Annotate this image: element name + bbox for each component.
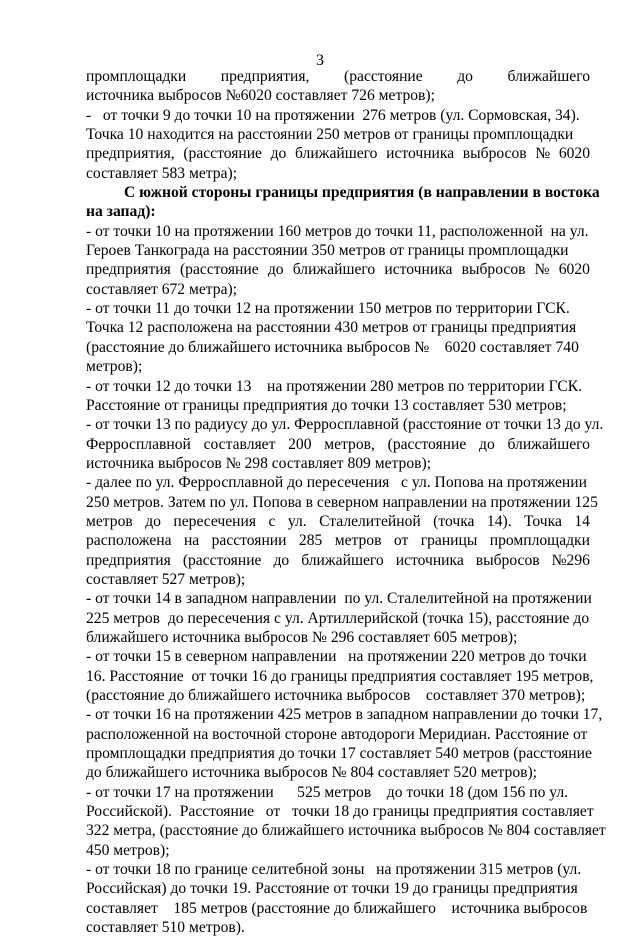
word: источника bbox=[386, 145, 455, 163]
word: источника bbox=[384, 261, 453, 279]
text-line: Российская) до точки 19. Расстояние от точки 19 до границы предприятия bbox=[86, 880, 578, 898]
word: № bbox=[534, 261, 550, 279]
text-line: расположенной на восточной стороне автодороги Меридиан. Расстояние от bbox=[86, 725, 588, 743]
word: метров, bbox=[324, 435, 375, 453]
word: промплощадки bbox=[489, 532, 590, 550]
word: ближайшего bbox=[295, 145, 378, 163]
word: составляет bbox=[203, 435, 276, 453]
text-line: составляет 185 метров (расстояние до ближайшего источника выбросов bbox=[86, 899, 588, 917]
word: (расстояние bbox=[344, 68, 423, 85]
text-line: 322 метра, (расстояние до ближайшего источника выбросов № 804 составляет bbox=[86, 822, 606, 840]
word: 200 bbox=[288, 435, 312, 453]
text-line: Точка 12 расположена на расстоянии 430 метров от границы предприятия bbox=[86, 319, 577, 337]
word: 14). bbox=[486, 512, 512, 530]
word: расположена bbox=[86, 532, 172, 550]
word: пересечения bbox=[173, 512, 257, 530]
word: предприятия, bbox=[86, 145, 175, 163]
word: метров bbox=[86, 512, 133, 530]
text-line: составляет 583 метра); bbox=[86, 164, 238, 182]
word: ближайшего bbox=[301, 551, 384, 569]
word: с bbox=[268, 512, 276, 530]
word: (расстояние bbox=[387, 435, 467, 453]
word: до bbox=[479, 435, 495, 453]
text-line: 225 метров до пересечения с ул. Артиллерийской (точка 15), расстояние до bbox=[86, 609, 590, 627]
paragraph bbox=[86, 67, 590, 106]
word: 6020 bbox=[558, 145, 590, 163]
text-line: Героев Танкограда на расстоянии 350 метров от границы промплощадки bbox=[86, 242, 569, 260]
word: промплощадки bbox=[86, 68, 187, 85]
paragraph bbox=[86, 299, 590, 376]
text-line bbox=[86, 512, 590, 531]
word: Сталелитейной bbox=[319, 512, 421, 530]
text-line: - от точки 17 на протяжении 525 метров до точки 18 (дом 156 по ул. bbox=[86, 783, 569, 801]
text-line: ближайшего источника выбросов № 296 составляет 605 метров); bbox=[86, 628, 518, 646]
text-line: источника выбросов №6020 составляет 726 метров); bbox=[86, 87, 435, 105]
text-line: - далее по ул. Ферросплавной до пересечения с ул. Попова на протяжении bbox=[86, 474, 587, 492]
word: предприятия bbox=[86, 261, 171, 279]
paragraph bbox=[86, 377, 590, 416]
text-line: - от точки 18 по границе селитебной зоны на протяжении 315 метров (ул. bbox=[86, 861, 582, 879]
text-line: - от точки 14 в западном направлении по ул. Сталелитейной на протяжении bbox=[86, 590, 592, 608]
text-line: 250 метров. Затем по ул. Попова в северном направлении на протяжении 125 bbox=[86, 493, 598, 511]
text-line: Российской). Расстояние от точки 18 до границы предприятия составляет bbox=[86, 803, 594, 821]
word: (точка bbox=[433, 512, 475, 530]
text-line bbox=[86, 435, 590, 454]
text-line bbox=[86, 144, 590, 163]
word: от bbox=[393, 532, 409, 550]
text-line: (расстояние до ближайшего источника выбросов составляет 370 метров); bbox=[86, 687, 586, 704]
word: на bbox=[183, 532, 200, 550]
text-line: - от точки 11 до точки 12 на протяжении 150 метров по территории ГСК. bbox=[86, 300, 570, 318]
text-line: - от точки 9 до точки 10 на протяжении 276 метров (ул. Сормовская, 34). bbox=[86, 106, 580, 124]
text-line: метров); bbox=[86, 358, 143, 376]
text-line: - от точки 13 по радиусу до ул. Ферросплавной (расстояние от точки 13 до ул. bbox=[86, 416, 604, 434]
text-line: промплощадки предприятия до точки 17 составляет 540 метров (расстояние bbox=[86, 745, 592, 763]
paragraph bbox=[86, 783, 606, 860]
text-line: источника выбросов № 298 составляет 809 метров); bbox=[86, 454, 432, 472]
word: ближайшего bbox=[507, 435, 590, 453]
word: ул. bbox=[287, 512, 307, 530]
text-line: (расстояние до ближайшего источника выбросов № 6020 составляет 740 bbox=[86, 338, 579, 356]
text-line: - от точки 10 на протяжении 160 метров до точки 11, расположенной на ул. bbox=[86, 222, 589, 240]
paragraph bbox=[86, 106, 590, 183]
text-line: составляет 510 метров). bbox=[86, 919, 245, 937]
word: до bbox=[270, 145, 287, 163]
text-line: до ближайшего источника выбросов № 804 составляет 520 метров); bbox=[86, 764, 538, 782]
text-line: Расстояние от границы предприятия до точки 13 составляет 530 метров; bbox=[86, 396, 567, 414]
word: выбросов bbox=[462, 145, 527, 163]
word: (расстояние bbox=[182, 551, 262, 569]
word: до bbox=[457, 68, 473, 85]
text-line bbox=[86, 260, 590, 279]
text-line bbox=[86, 67, 590, 86]
paragraph bbox=[86, 589, 590, 647]
text-line: 450 метров); bbox=[86, 841, 170, 859]
text-line: - от точки 15 в северном направлении на протяжении 220 метров до точки bbox=[86, 648, 587, 666]
paragraph bbox=[86, 647, 594, 705]
section-heading bbox=[86, 183, 600, 222]
word: Точка bbox=[524, 512, 562, 530]
paragraph bbox=[86, 860, 590, 937]
word: предприятия bbox=[86, 551, 171, 569]
word: Ферросплавной bbox=[86, 435, 191, 453]
word: ближайшего bbox=[507, 68, 590, 85]
word: выбросов bbox=[461, 261, 526, 279]
word: расстоянии bbox=[211, 532, 287, 550]
text-line bbox=[86, 551, 590, 570]
word: предприятия, bbox=[220, 68, 310, 85]
word: источника bbox=[395, 551, 464, 569]
word: №296 bbox=[551, 551, 590, 569]
paragraph bbox=[86, 415, 604, 473]
word: 6020 bbox=[558, 261, 590, 279]
paragraph bbox=[86, 222, 590, 299]
text-line: на запад): bbox=[86, 203, 156, 221]
word: границы bbox=[420, 532, 478, 550]
word: метров bbox=[334, 532, 382, 550]
word: 14 bbox=[574, 512, 590, 530]
word: ближайшего bbox=[292, 261, 376, 279]
text-line bbox=[86, 531, 590, 550]
word: 285 bbox=[298, 532, 323, 550]
word: (расстояние bbox=[179, 261, 259, 279]
word: до bbox=[267, 261, 284, 279]
text-line: - от точки 12 до точки 13 на протяжении 280 метров по территории ГСК. bbox=[86, 377, 583, 395]
paragraph bbox=[86, 705, 603, 782]
text-line: С южной стороны границы предприятия (в направлении в востока bbox=[124, 184, 600, 202]
paragraph bbox=[86, 473, 598, 589]
text-line: 16. Расстояние от точки 16 до границы предприятия составляет 195 метров, bbox=[86, 667, 594, 685]
text-line: составляет 527 метров); bbox=[86, 570, 246, 588]
word: выбросов bbox=[475, 551, 540, 569]
word: (расстояние bbox=[183, 145, 262, 163]
text-line: Точка 10 находится на расстоянии 250 метров от границы промплощадки bbox=[86, 126, 574, 144]
document-body bbox=[86, 67, 606, 937]
text-line: составляет 672 метра); bbox=[86, 280, 238, 298]
word: № bbox=[535, 145, 551, 163]
page-number: 3 bbox=[316, 52, 324, 69]
word: до bbox=[145, 512, 161, 530]
text-line: - от точки 16 на протяжении 425 метров в западном направлении до точки 17, bbox=[86, 706, 603, 724]
word: до bbox=[273, 551, 290, 569]
